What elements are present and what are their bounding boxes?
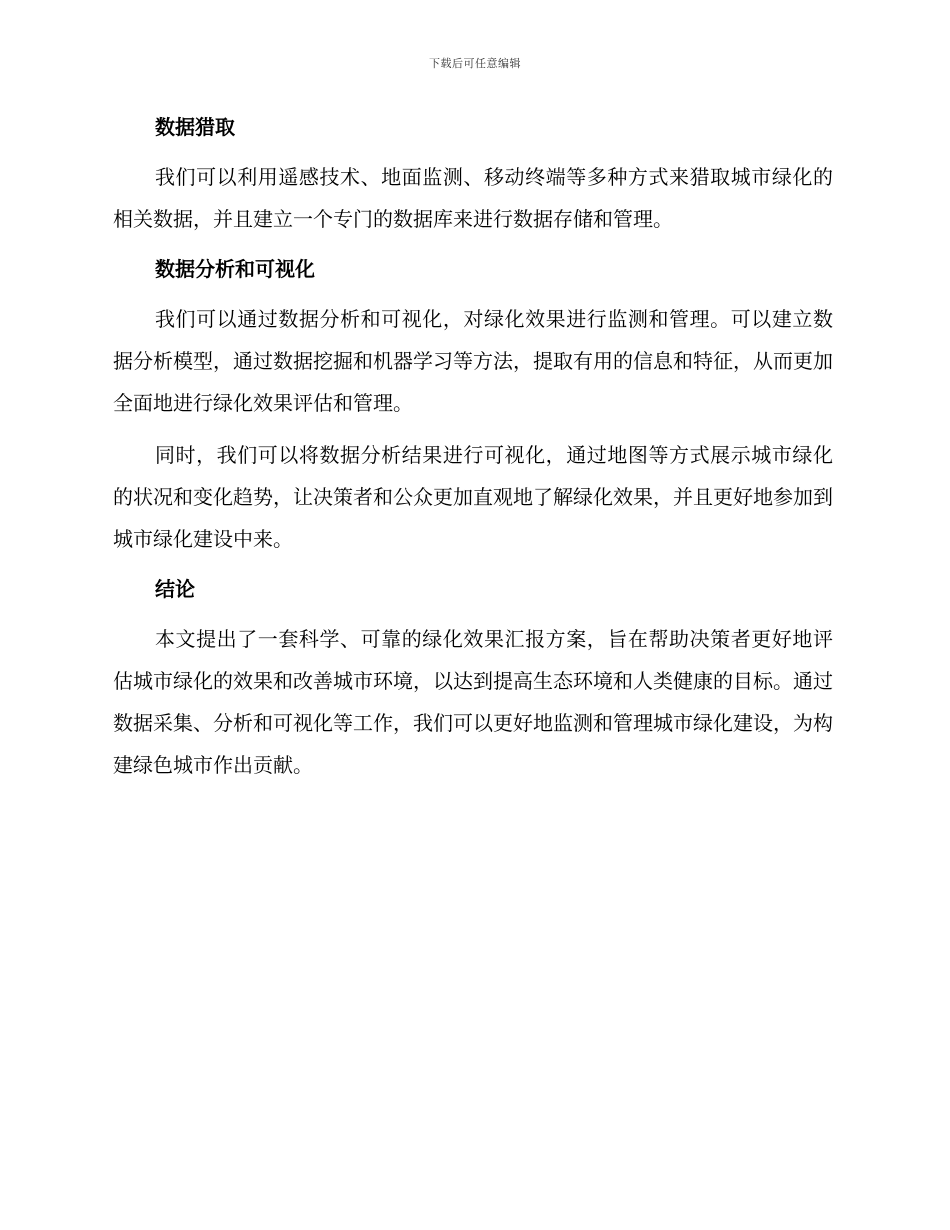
- section-heading-data-acquisition: 数据猎取: [155, 115, 235, 139]
- paragraph: 本文提出了一套科学、可靠的绿化效果汇报方案，旨在帮助决策者更好地评估城市绿化的效果和改善城市环境，以达到提高生态环境和人类健康的目标。通过数据采集、分析和可视化等工作，我们可以更好地监测和管理城市绿化建设，为构建绿色城市作出贡献。: [113, 627, 833, 777]
- paragraph: 我们可以通过数据分析和可视化，对绿化效果进行监测和管理。可以建立数据分析模型，通过数据挖掘和机器学习等方法，提取有用的信息和特征，从而更加全面地进行绿化效果评估和管理。: [113, 307, 833, 415]
- section-heading-conclusion: 结论: [155, 577, 195, 601]
- paragraph: 我们可以利用遥感技术、地面监测、移动终端等多种方式来猎取城市绿化的相关数据，并且建立一个专门的数据库来进行数据存储和管理。: [113, 165, 833, 231]
- section-heading-data-analysis: 数据分析和可视化: [155, 257, 315, 281]
- document-body: [113, 108, 833, 796]
- paragraph: 同时，我们可以将数据分析结果进行可视化，通过地图等方式展示城市绿化的状况和变化趋势，让决策者和公众更加直观地了解绿化效果，并且更好地参加到城市绿化建设中来。: [113, 443, 833, 551]
- page-header-note: 下载后可任意编辑: [429, 57, 521, 70]
